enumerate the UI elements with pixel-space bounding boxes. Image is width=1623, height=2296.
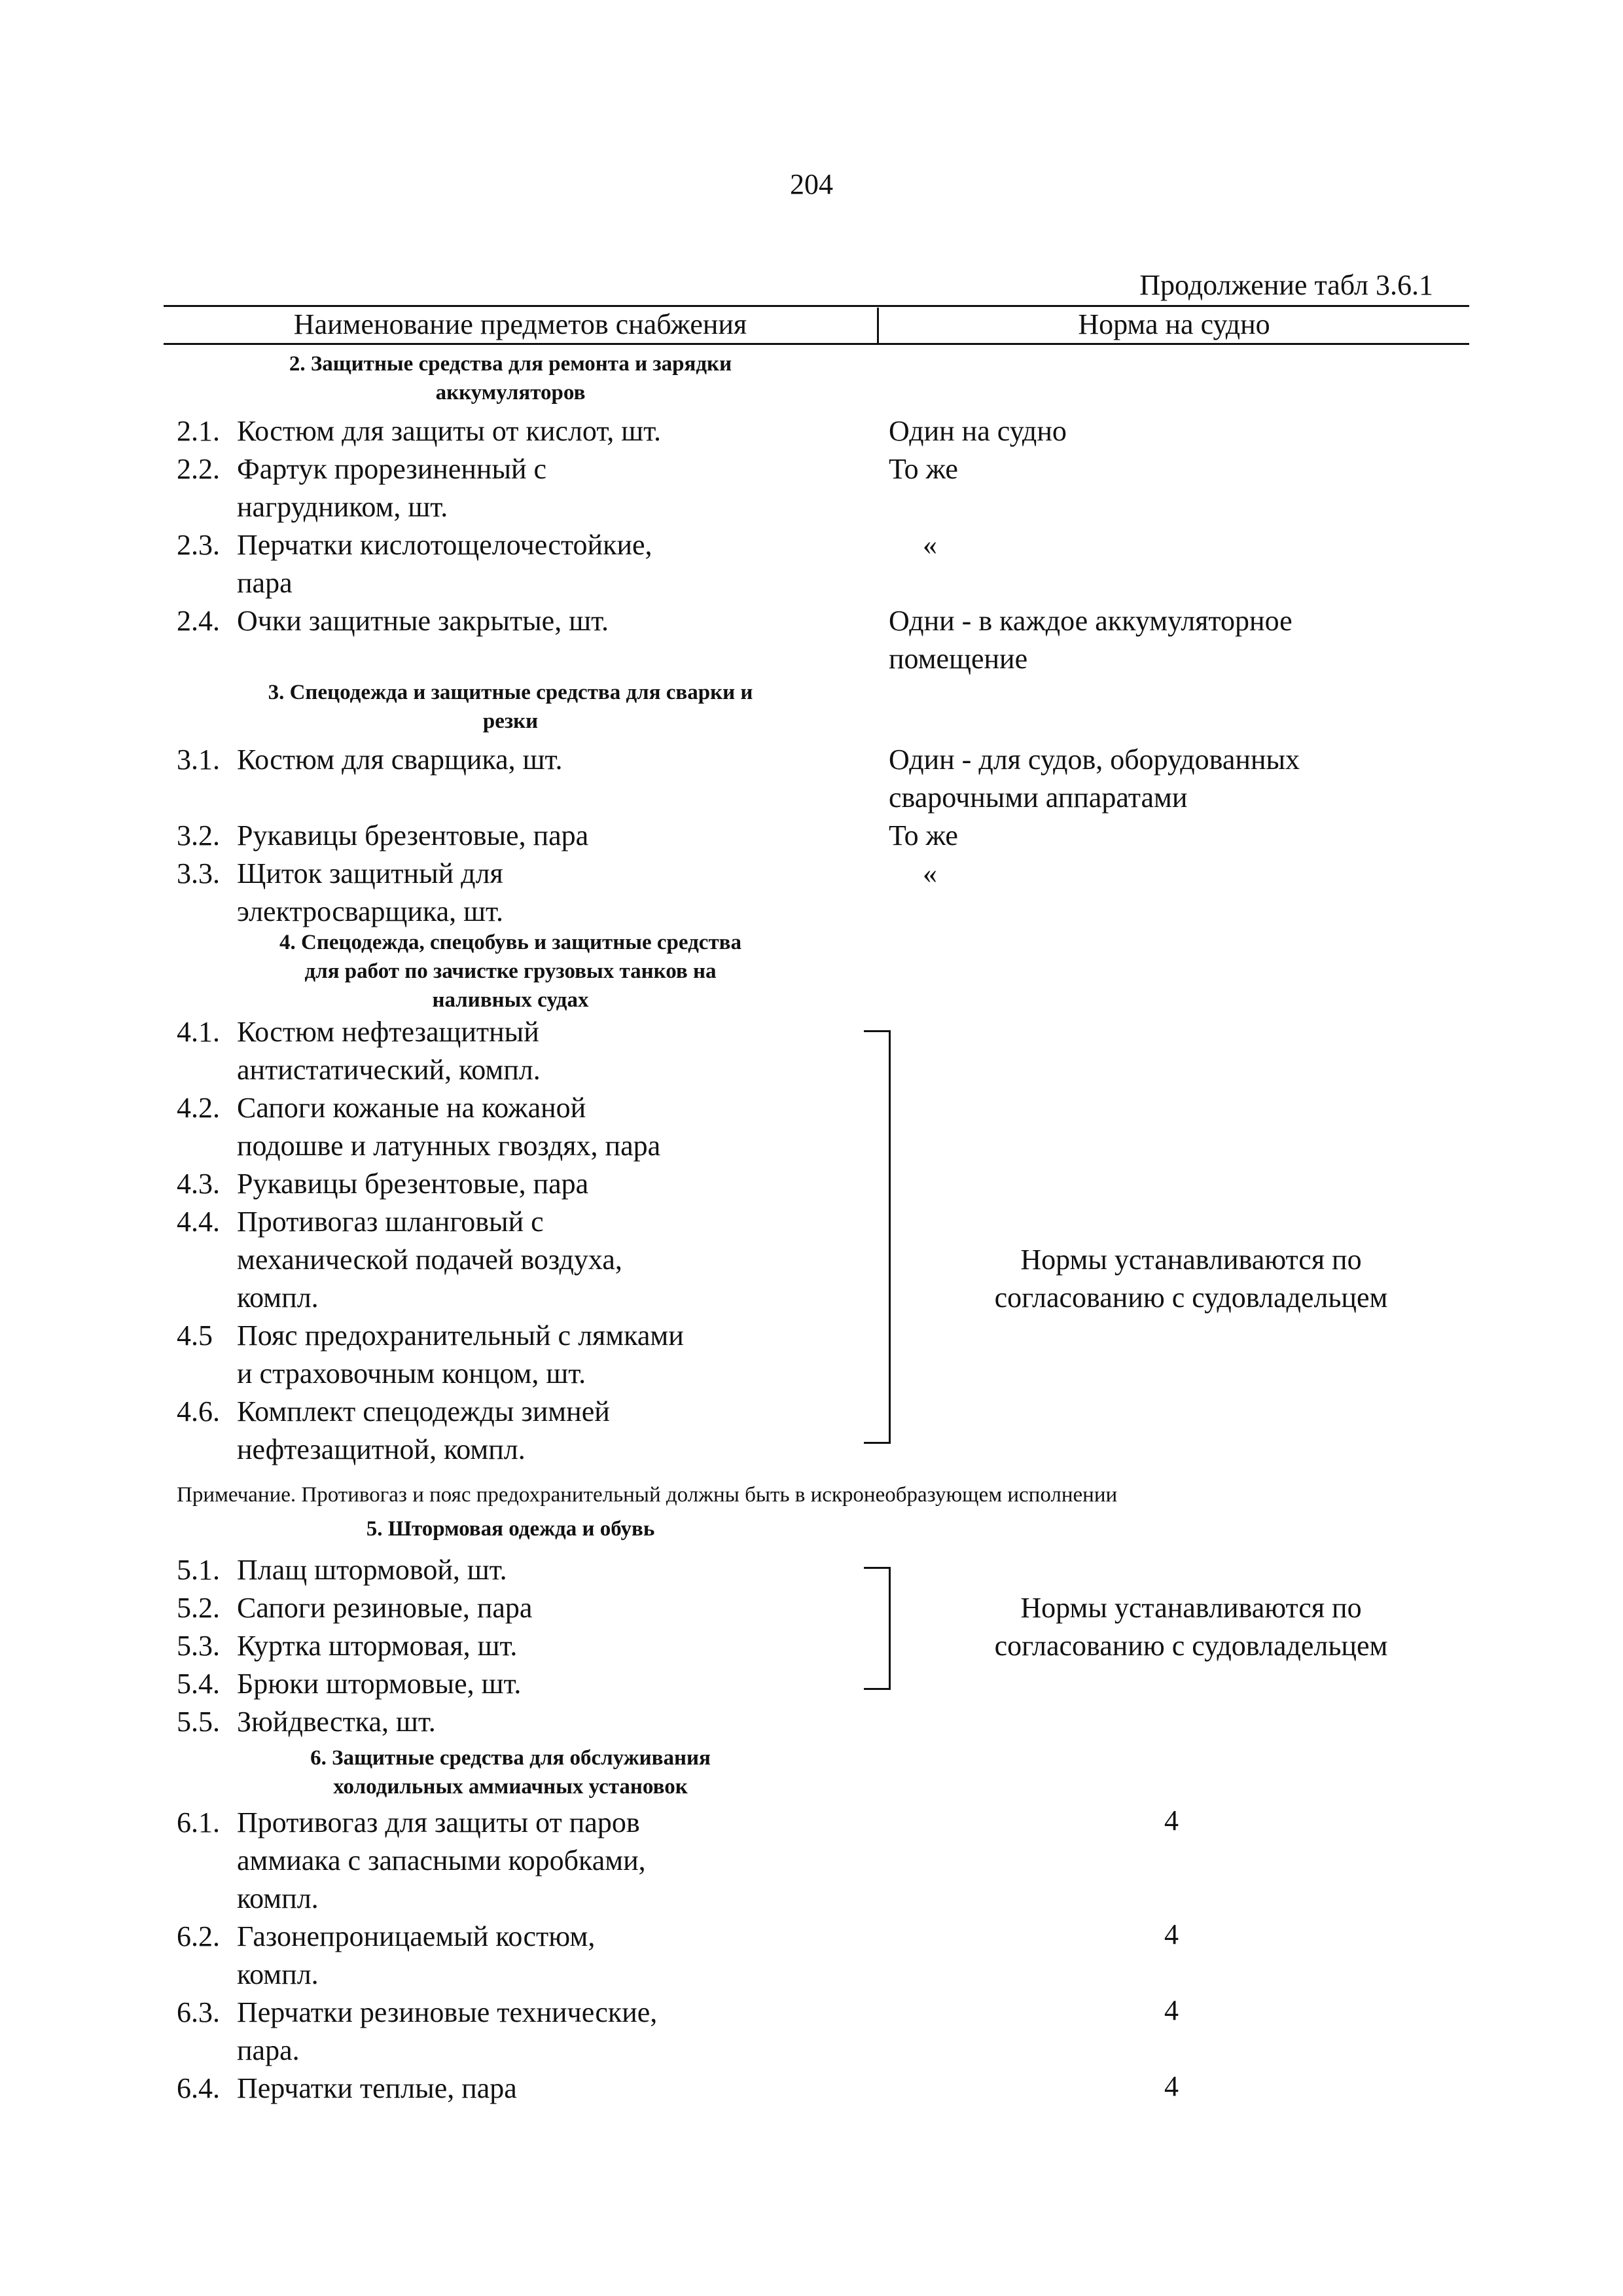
section-title: 5. Штормовая одежда и обувь [366, 1517, 655, 1541]
item-number: 6.2. [177, 1920, 220, 1952]
section-title: 3. Спецодежда и защитные средства для сварки и резки [268, 681, 753, 733]
item-number: 6.1. [177, 1806, 220, 1839]
document-page: 204 Продолжение табл 3.6.1 Наименование предметов снабжения Норма на судно 2. Защитные средства для ремонта и зарядки аккумуляторов 2.1. Костюм для защиты от кислот, шт. Один на судно 2.2. Фартук прорезиненный с нагрудником, шт. То же 2.3. Перчатки кислотощелочестойкие, пара « 2.4. Очки защитные закрытые, шт. Одни - в каждое аккумуляторное помещение 3. Спецодежда и защитные средства для сварки и резки 3.1. Костюм для сварщика, шт. Один - для судов, оборудованных сварочными аппаратами 3.2. Рукавицы брезентовые, пара То же 3.3. Щиток защитный для электросварщика, шт. « 4. Спецодежда, спецобувь и защитные средства для работ по зачистке грузовых танков на наливных судах 4.1. Костюм нефтезащитный антистатический, компл. 4.2. Сапоги кожаные на кожаной подошве и латунных гвоздях, пара 4.3. Рукавицы брезентовые, пара 4.4. Противогаз шланговый с механической подачей воздуха, компл. 4.5 Пояс предохранительный с лямками и страховочным концом, шт. 4.6. Комплект спецодежды зимней нефтезащитной, компл. Нормы устанавливаются по согласованию с судовладельцем Примечание. Противогаз и пояс предохранительный должны быть в искронеобразующем исполнении 5. Штормовая одежда и обувь 5.1. Плащ штормовой, шт. 5.2. Сапоги резиновые, пара 5.3. Куртка штормовая, шт. 5.4. Брюки штормовые, шт. 5.5. Зюйдвестка, шт. Нормы устанавливаются по согласованию с судовладельцем 6. Защитные средства для обслуживания холодильных аммиачных установок 6.1. Противогаз для защиты от паров аммиака с запасными коробками, компл. 4 6.2. Газонепроницаемый костюм, компл. 4 6.3. Перчатки резиновые технические, пара. 4 6.4. Перчатки теплые, пара 4 [0, 0, 1623, 2296]
item-number: 3.2. [177, 819, 220, 852]
column-header-norm: Норма на судно [1078, 308, 1270, 340]
item-quantity: 4 [1164, 2070, 1179, 2102]
item-number: 2.1. [177, 415, 220, 447]
section-title: 6. Защитные средства для обслуживания холодильных аммиачных установок [310, 1746, 711, 1799]
item-number: 2.4. [177, 605, 220, 637]
item-norm: Один на судно [889, 415, 1067, 447]
item-norm-ditto: « [923, 529, 937, 561]
item-number: 4.2. [177, 1092, 220, 1124]
table-top-rule [164, 305, 1469, 307]
item-number: 2.3. [177, 529, 220, 561]
item-quantity: 4 [1164, 1804, 1179, 1837]
item-number: 5.2. [177, 1592, 220, 1624]
table-note: Примечание. Противогаз и пояс предохранительный должны быть в искронеобразующем исполнении [177, 1483, 1118, 1507]
item-number: 3.1. [177, 744, 220, 776]
item-number: 4.4. [177, 1206, 220, 1238]
item-number: 5.4. [177, 1668, 220, 1700]
item-norm: Один - для судов, оборудованных сварочными аппаратами [889, 744, 1300, 814]
item-number: 2.2. [177, 453, 220, 485]
table-continuation-label: Продолжение табл 3.6.1 [1139, 269, 1433, 301]
item-number: 5.1. [177, 1554, 220, 1586]
group-bracket [864, 1030, 891, 1444]
item-number: 4.1. [177, 1016, 220, 1048]
item-number: 6.4. [177, 2072, 220, 2104]
item-norm: То же [889, 819, 958, 852]
group-norm: Нормы устанавливаются по согласованию с судовладельцем [994, 1592, 1388, 1662]
section-title: 2. Защитные средства для ремонта и зарядки аккумуляторов [289, 352, 732, 404]
section-title: 4. Спецодежда, спецобувь и защитные средства для работ по зачистке грузовых танков на наливных судах [279, 931, 741, 1012]
page-number: 204 [790, 168, 833, 200]
item-number: 5.3. [177, 1630, 220, 1662]
item-norm: Одни - в каждое аккумуляторное помещение [889, 605, 1293, 675]
item-norm-ditto: « [923, 857, 937, 889]
item-quantity: 4 [1164, 1994, 1179, 2026]
item-number: 4.6. [177, 1395, 220, 1427]
header-bottom-rule [164, 343, 1469, 345]
group-norm: Нормы устанавливаются по согласованию с судовладельцем [994, 1244, 1388, 1314]
item-number: 4.3. [177, 1168, 220, 1200]
group-bracket [864, 1567, 891, 1690]
item-number: 5.5. [177, 1706, 220, 1738]
item-number: 3.3. [177, 857, 220, 889]
item-number: 4.5 [177, 1319, 213, 1352]
item-quantity: 4 [1164, 1918, 1179, 1950]
column-header-items: Наименование предметов снабжения [293, 308, 747, 340]
item-norm: То же [889, 453, 958, 485]
item-number: 6.3. [177, 1996, 220, 2028]
